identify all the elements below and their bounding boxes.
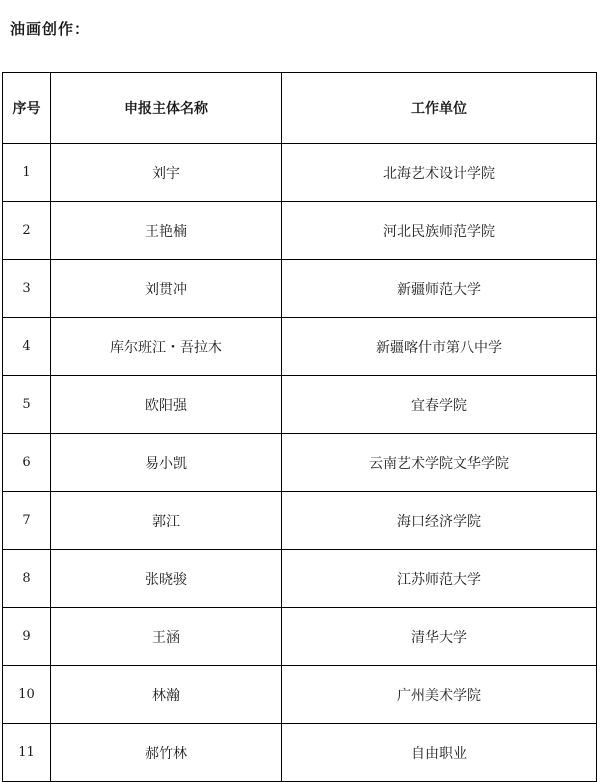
table-row xyxy=(3,608,597,666)
row-index: 7 xyxy=(3,492,51,550)
work-unit: 新疆喀什市第八中学 xyxy=(282,318,597,376)
row-index: 6 xyxy=(3,434,51,492)
applicant-name: 刘贯冲 xyxy=(51,260,282,318)
work-unit: 新疆师范大学 xyxy=(282,260,597,318)
work-unit: 宜春学院 xyxy=(282,376,597,434)
work-unit: 河北民族师范学院 xyxy=(282,202,597,260)
row-index: 4 xyxy=(3,318,51,376)
applicant-name: 郭江 xyxy=(51,492,282,550)
applicant-name: 张晓骏 xyxy=(51,550,282,608)
applicant-name: 王艳楠 xyxy=(51,202,282,260)
table-row xyxy=(3,260,597,318)
table-row xyxy=(3,724,597,782)
table-row xyxy=(3,550,597,608)
applicant-name: 林瀚 xyxy=(51,666,282,724)
work-unit: 自由职业 xyxy=(282,724,597,782)
row-index: 3 xyxy=(3,260,51,318)
work-unit: 云南艺术学院文华学院 xyxy=(282,434,597,492)
work-unit: 清华大学 xyxy=(282,608,597,666)
row-index: 2 xyxy=(3,202,51,260)
row-index: 9 xyxy=(3,608,51,666)
work-unit: 广州美术学院 xyxy=(282,666,597,724)
work-unit: 海口经济学院 xyxy=(282,492,597,550)
table-row xyxy=(3,434,597,492)
table-row xyxy=(3,318,597,376)
applicant-name: 欧阳强 xyxy=(51,376,282,434)
header-applicant-name: 申报主体名称 xyxy=(51,73,282,144)
applicant-name: 刘宇 xyxy=(51,144,282,202)
header-index: 序号 xyxy=(3,73,51,144)
table-row xyxy=(3,492,597,550)
row-index: 10 xyxy=(3,666,51,724)
row-index: 5 xyxy=(3,376,51,434)
row-index: 8 xyxy=(3,550,51,608)
work-unit: 江苏师范大学 xyxy=(282,550,597,608)
row-index: 11 xyxy=(3,724,51,782)
applicant-table xyxy=(2,72,597,782)
work-unit: 北海艺术设计学院 xyxy=(282,144,597,202)
row-index: 1 xyxy=(3,144,51,202)
applicant-name: 王涵 xyxy=(51,608,282,666)
section-heading: 油画创作： xyxy=(10,20,91,38)
table-row xyxy=(3,202,597,260)
header-work-unit: 工作单位 xyxy=(282,73,597,144)
applicant-name: 易小凯 xyxy=(51,434,282,492)
table-row xyxy=(3,376,597,434)
table-row xyxy=(3,666,597,724)
applicant-name: 郝竹林 xyxy=(51,724,282,782)
table-header-row xyxy=(3,73,597,144)
applicant-name: 库尔班江・吾拉木 xyxy=(51,318,282,376)
table-row xyxy=(3,144,597,202)
